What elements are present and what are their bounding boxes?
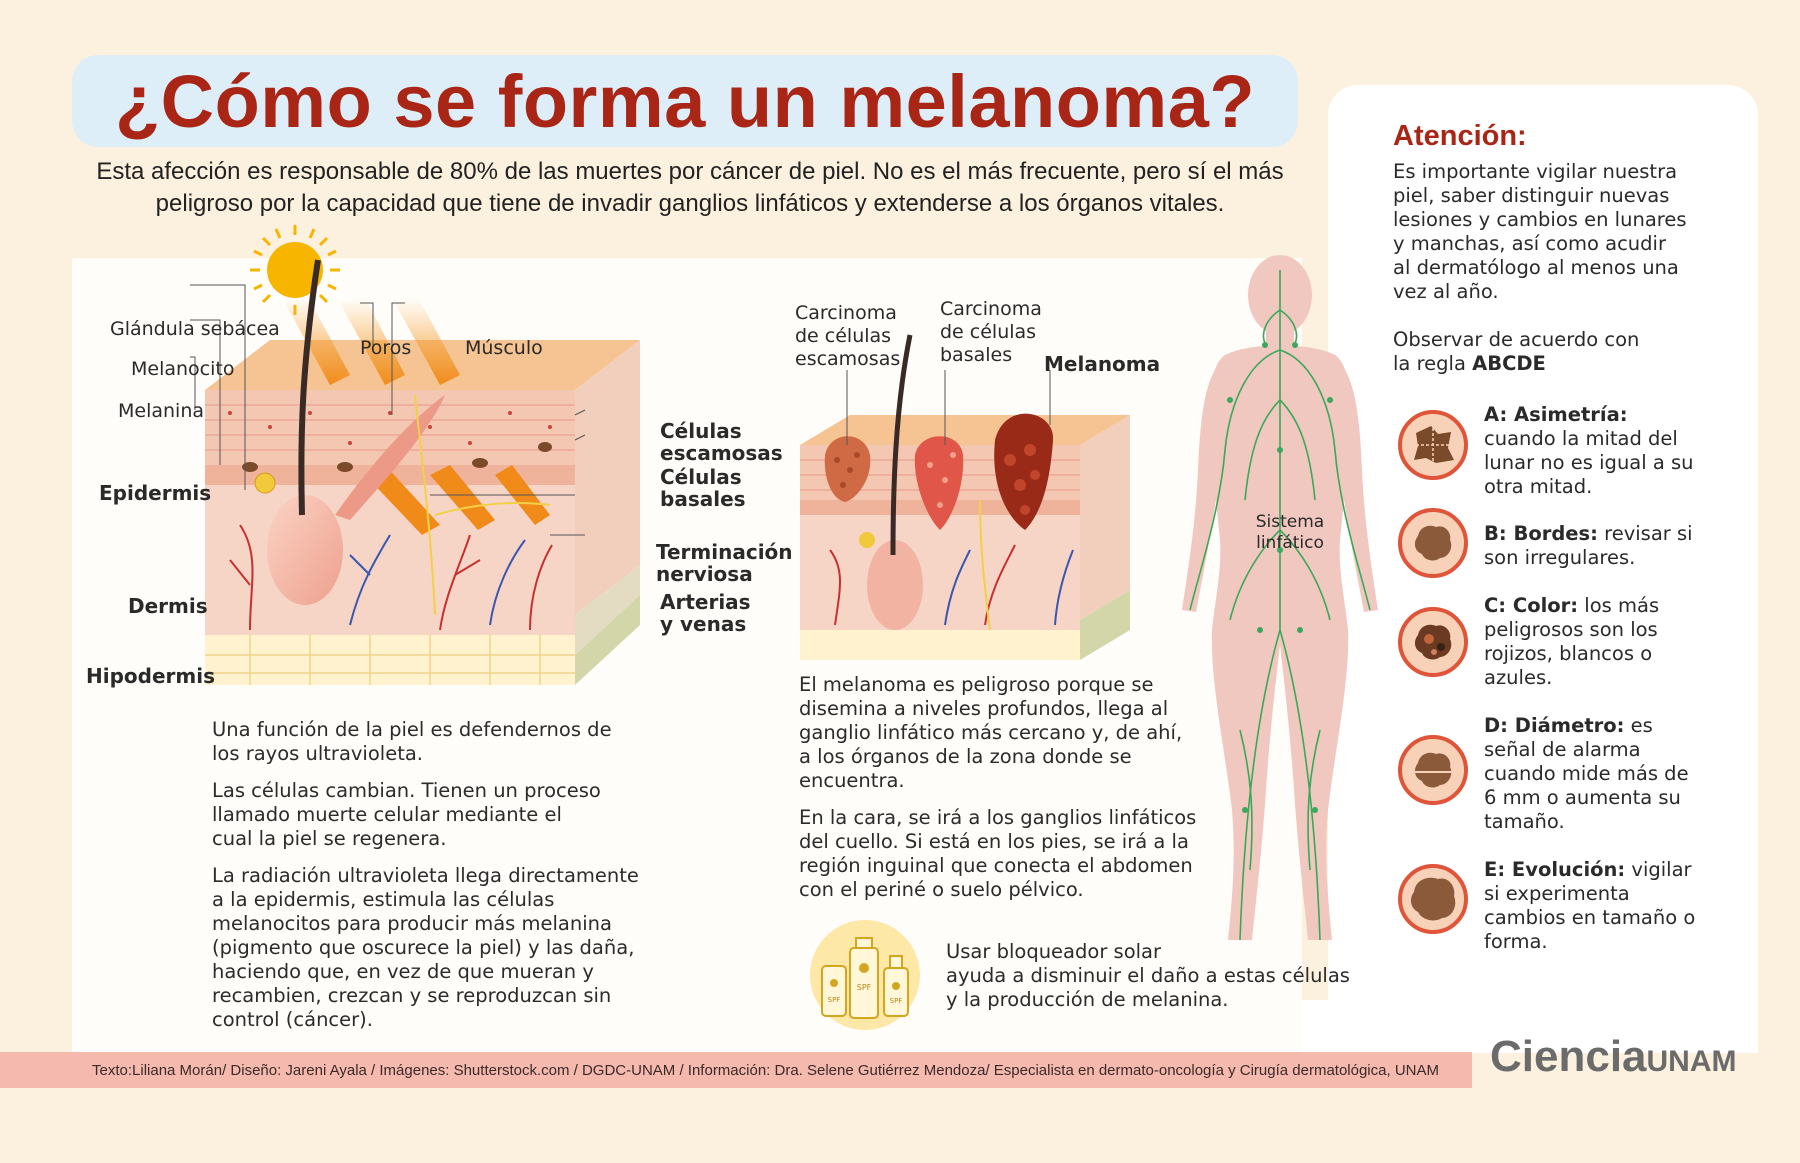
skin-cross-section-diagram: [190, 215, 660, 700]
left-paragraph-3: La radiación ultravioleta llega directamente a la epidermis, estimula las células melanocitos para producir más melanina (pigmento que oscurece la piel) y las daña, haciendo que, en vez de que mueran y recambien, crezcan y se reproduzcan sin control (cáncer).: [212, 864, 639, 1031]
mole-diameter-icon: [1396, 733, 1470, 807]
label-carcinoma-escamosas: Carcinoma de células escamosas: [795, 302, 901, 370]
sunscreen-icon: [808, 918, 923, 1033]
left-text-block: [212, 718, 652, 1045]
spf-label-3: SPF: [889, 997, 903, 1005]
label-glandula: Glándula sebácea: [110, 318, 280, 340]
label-musculo: Músculo: [465, 337, 543, 359]
middle-text-block: [799, 673, 1219, 915]
label-dermis: Dermis: [128, 594, 208, 618]
label-melanoma: Melanoma: [1044, 352, 1161, 376]
page-title: ¿Cómo se forma un melanoma?: [114, 59, 1256, 143]
abcde-intro: Observar de acuerdo con la regla ABCDE: [1393, 328, 1640, 375]
label-escamosas-line1: Células: [660, 419, 742, 443]
left-paragraph-1: Una función de la piel es defendernos de los rayos ultravioleta.: [212, 718, 612, 765]
lymphatic-body-diagram: [1170, 250, 1390, 950]
label-arterias: [660, 591, 751, 635]
criterion-b: B: Bordes: revisar si son irregulares.: [1484, 522, 1693, 569]
skin-cancer-diagram: [795, 330, 1140, 660]
intro-line-2: peligroso por la capacidad que tiene de invadir ganglios linfáticos y extenderse a los órganos vitales.: [155, 190, 1225, 217]
mole-asymmetry-icon: [1396, 408, 1470, 482]
label-basales: [660, 466, 746, 510]
spf-label-1: SPF: [827, 996, 841, 1004]
mole-border-icon: [1396, 506, 1470, 580]
middle-paragraph-2: En la cara, se irá a los ganglios linfáticos del cuello. Si está en los pies, se irá a la región inguinal que conecta el abdomen con el periné o suelo pélvico.: [799, 806, 1197, 901]
ciencia-unam-logo: CienciaUNAM: [1490, 1032, 1737, 1081]
left-paragraph-2: Las células cambian. Tienen un proceso llamado muerte celular mediante el cual la piel se regenera.: [212, 779, 601, 850]
intro-text: [90, 156, 1290, 220]
mole-evolution-icon: [1396, 862, 1470, 936]
label-terminacion-line2: nerviosa: [656, 562, 753, 586]
label-basales-line2: basales: [660, 487, 746, 511]
intro-line-1: Esta afección es responsable de 80% de las muertes por cáncer de piel. No es el más frecuente, pero sí el más: [96, 158, 1284, 185]
criterion-a: A: Asimetría: cuando la mitad del lunar no es igual a su otra mitad.: [1484, 403, 1694, 498]
label-melanina: Melanina: [118, 400, 205, 422]
label-arterias-line1: Arterias: [660, 590, 751, 614]
attention-text: Es importante vigilar nuestra piel, saber distinguir nuevas lesiones y cambios en lunares y manchas, así como acudir al dermatólogo al menos una vez al año.: [1393, 160, 1687, 303]
label-epidermis: Epidermis: [99, 481, 212, 505]
criterion-e: E: Evolución: vigilar si experimenta cambios en tamaño o forma.: [1484, 858, 1696, 953]
criterion-d: D: Diámetro: es señal de alarma cuando mide más de 6 mm o aumenta su tamaño.: [1484, 714, 1689, 833]
label-carcinoma-basales: Carcinoma de células basales: [940, 298, 1042, 366]
label-basales-line1: Células: [660, 465, 742, 489]
label-escamosas-line2: escamosas: [660, 441, 783, 465]
label-hipodermis: Hipodermis: [86, 664, 215, 688]
label-terminacion: [656, 541, 793, 585]
label-sistema-linfatico: Sistema linfático: [1255, 512, 1325, 553]
label-melanocito: Melanocito: [131, 358, 235, 380]
middle-paragraph-1: El melanoma es peligroso porque se disemina a niveles profundos, llega al ganglio linfático más cercano y, de ahí, a los órganos de la zona donde se encuentra.: [799, 673, 1183, 792]
spf-label-2: SPF: [856, 983, 872, 992]
mole-color-icon: [1396, 605, 1470, 679]
label-escamosas: [660, 420, 783, 464]
label-poros: Poros: [360, 337, 412, 359]
attention-title: Atención:: [1393, 120, 1527, 152]
label-arterias-line2: y venas: [660, 612, 747, 636]
credits-text: Texto:Liliana Morán/ Diseño: Jareni Ayala / Imágenes: Shutterstock.com / DGDC-UNAM / Información: Dra. Selene Gutiérrez Mendoza/ Especialista en dermato-oncología y Cirugía dermatológica, UNAM: [92, 1061, 1439, 1079]
criterion-c: C: Color: los más peligrosos son los rojizos, blancos o azules.: [1484, 594, 1660, 689]
sunscreen-text: Usar bloqueador solar ayuda a disminuir el daño a estas células y la producción de melanina.: [946, 940, 1350, 1011]
label-terminacion-line1: Terminación: [656, 540, 793, 564]
